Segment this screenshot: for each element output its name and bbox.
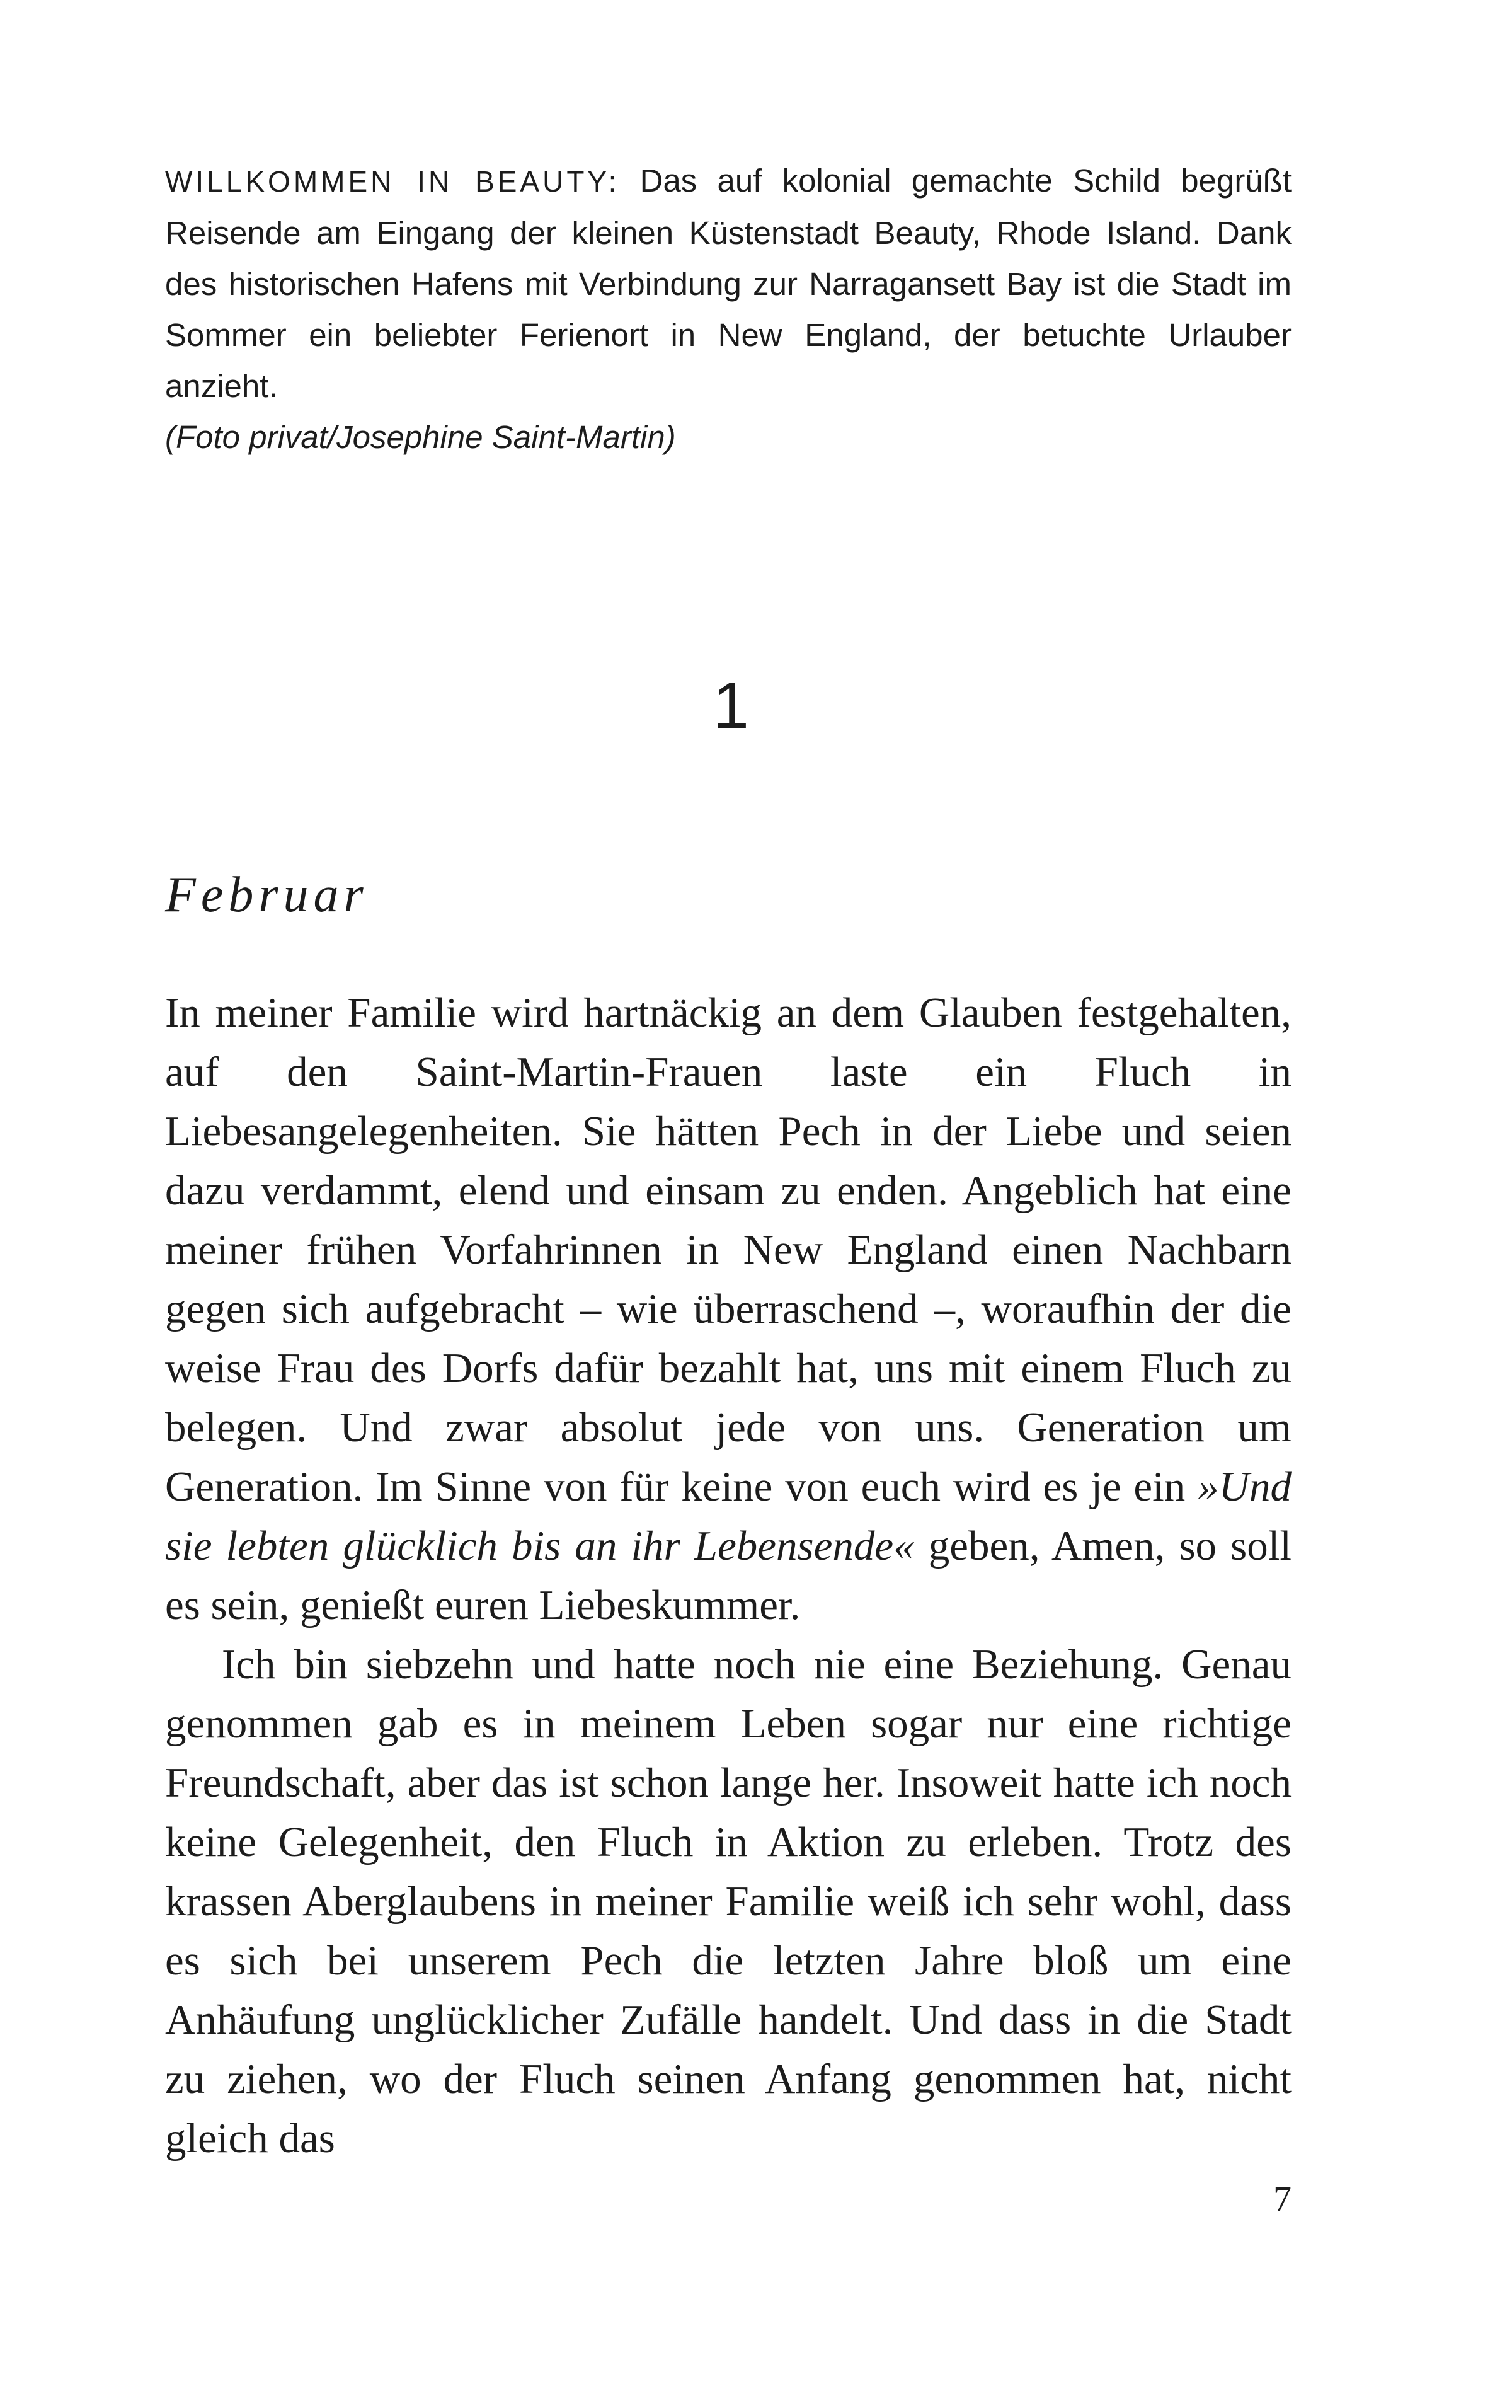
- caption-text: Das auf kolonial gemachte Schild begrüßt Reisende am Eingang der kleinen Küstenstadt Beauty, Rhode Island. Dank des historischen Hafens mit Verbindung zur Narragansett Bay ist die Stadt im Sommer ein beliebter Ferienort in New England, der betuchte Urlauber anzieht.: [165, 163, 1292, 404]
- photo-caption: [165, 155, 1292, 463]
- paragraph-1: [165, 983, 1292, 1635]
- paragraph-1-start: In meiner Familie wird hartnäckig an dem Glauben festgehalten, auf den Saint-Martin-Frauen laste ein Fluch in Liebesangelegenheiten. Sie hätten Pech in der Liebe und seien dazu verdammt, elend und einsam zu enden. Angeblich hat eine meiner frühen Vorfahrinnen in New England einen Nachbarn gegen sich aufgebracht – wie überraschend –, woraufhin der die weise Frau des Dorfs dafür bezahlt hat, uns mit einem Fluch zu belegen. Und zwar absolut jede von uns. Generation um Generation. Im Sinne von für keine von euch wird es je ein: [165, 989, 1292, 1510]
- page-number: 7: [1273, 2179, 1292, 2220]
- body-text: [165, 983, 1292, 2168]
- paragraph-1-italic: »Und sie lebten glücklich bis an ihr Lebensende«: [165, 1463, 1292, 1569]
- paragraph-2: Ich bin siebzehn und hatte noch nie eine Beziehung. Genau genommen gab es in meinem Leben sogar nur eine richtige Freundschaft, aber das ist schon lange her. Insoweit hatte ich noch keine Gelegenheit, den Fluch in Aktion zu erleben. Trotz des krassen Aberglaubens in meiner Familie weiß ich sehr wohl, dass es sich bei unserem Pech die letzten Jahre bloß um eine Anhäufung unglücklicher Zufälle handelt. Und dass in die Stadt zu ziehen, wo der Fluch seinen Anfang genommen hat, nicht gleich das: [165, 1641, 1292, 2162]
- paragraph-1-end: geben, Amen, so soll es sein, genießt euren Liebeskummer.: [165, 1523, 1292, 1628]
- caption-lead: WILLKOMMEN IN BEAUTY:: [165, 165, 620, 198]
- chapter-title: Februar: [165, 867, 369, 923]
- chapter-number: 1: [713, 669, 749, 742]
- caption-credit: (Foto privat/Josephine Saint-Martin): [165, 419, 676, 455]
